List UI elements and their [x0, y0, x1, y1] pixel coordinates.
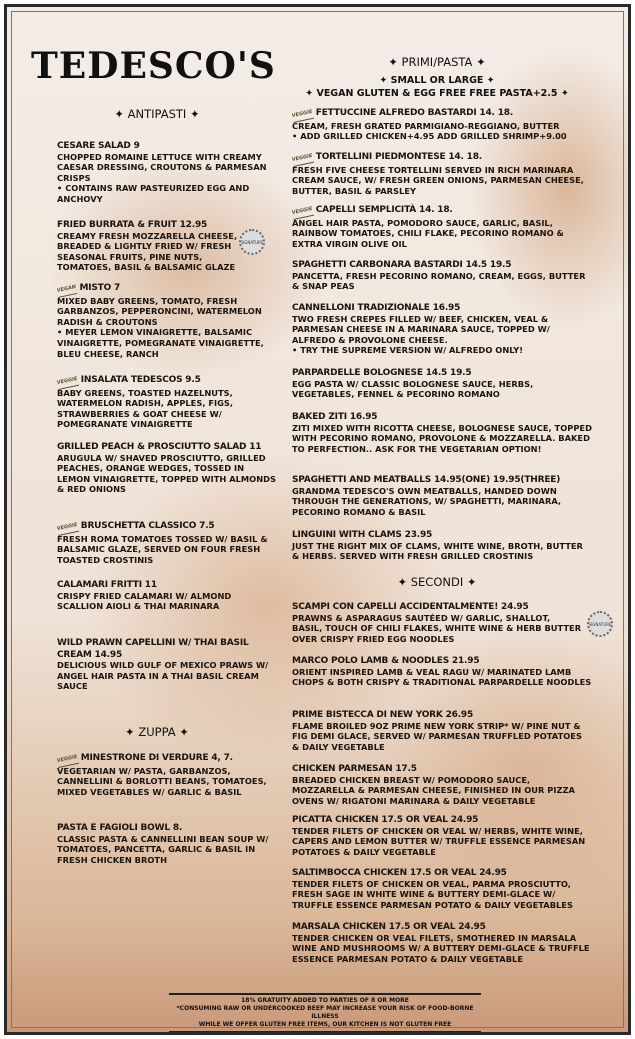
menu-item — [292, 151, 592, 196]
menu-item — [292, 302, 592, 356]
menu-item — [57, 140, 277, 205]
menu-item — [57, 637, 277, 692]
item-description: JUST THE RIGHT MIX OF CLAMS, WHITE WINE, BROTH, BUTTER & HERBS. SERVED WITH FRESH GRILLED CROSTINIS — [292, 540, 583, 562]
secondi-heading: ✦ SECONDI ✦ — [397, 575, 477, 589]
footer-line: *CONSUMING RAW OR UNDERCOOKED BEEF MAY INCREASE YOUR RISK OF FOOD-BORNE ILLNESS — [176, 1005, 474, 1020]
item-name: TORTELLINI PIEDMONTESE 14. 18. — [315, 152, 482, 162]
menu-item — [292, 259, 592, 292]
menu-item — [292, 204, 592, 249]
item-name: MARCO POLO LAMB & NOODLES 21.95 — [292, 656, 480, 666]
item-name: BRUSCHETTA CLASSICO 7.5 — [80, 521, 215, 531]
menu-item — [57, 282, 277, 359]
menu-item — [292, 107, 592, 142]
item-name: BAKED ZITI 16.95 — [292, 412, 378, 422]
veggie-tag-icon: VEGGIE — [291, 107, 314, 123]
item-name: SPAGHETTI CARBONARA BASTARDI 14.5 19.5 — [292, 260, 512, 270]
menu-item — [292, 867, 592, 910]
item-description: CRISPY FRIED CALAMARI W/ ALMOND SCALLION AIOLI & THAI MARINARA — [57, 590, 232, 612]
menu-item — [292, 529, 592, 562]
item-name: SCAMPI CON CAPELLI ACCIDENTALMENTE! 24.95 — [292, 602, 529, 612]
item-name: PICATTA CHICKEN 17.5 OR VEAL 24.95 — [292, 815, 479, 825]
item-name: MARSALA CHICKEN 17.5 OR VEAL 24.95 — [292, 922, 486, 932]
item-note: • ADD GRILLED CHICKEN+4.95 ADD GRILLED SHRIMP+9.00 — [292, 131, 567, 142]
menu-item — [57, 752, 277, 797]
menu-footer — [169, 993, 481, 1033]
menu-item — [292, 763, 592, 806]
item-description: TENDER FILETS OF CHICKEN OR VEAL W/ HERBS, WHITE WINE, CAPERS AND LEMON BUTTER W/ TRUFFLE ESSENCE PARMESAN POTATOES & DAILY VEGETABLE — [292, 825, 586, 857]
veggie-tag-icon: VEGGIE — [56, 520, 79, 536]
menu-item — [292, 367, 592, 400]
item-description: EGG PASTA W/ CLASSIC BOLOGNESE SAUCE, HERBS, VEGETABLES, FENNEL & PECORINO ROMANO — [292, 378, 534, 400]
item-description: FRESH FIVE CHEESE TORTELLINI SERVED IN RICH MARINARA CREAM SAUCE, W/ FRESH GREEN ONIONS, PARMESAN CHEESE, BUTTER, BASIL & PARSLEY — [292, 164, 584, 196]
item-description: CLASSIC PASTA & CANNELLINI BEAN SOUP W/ TOMATOES, PANCETTA, GARLIC & BASIL IN FRESH CHICKEN BROTH — [57, 833, 269, 865]
item-description: TENDER FILETS OF CHICKEN OR VEAL, PARMA PROSCIUTTO, FRESH SAGE IN WHITE WINE & BUTTERY DEMI-GLACE W/ TRUFFLE ESSENCE PARMESAN POTATO & DAILY VEGETABLES — [292, 878, 573, 910]
item-name: CALAMARI FRITTI 11 — [57, 580, 157, 590]
antipasti-heading: ✦ ANTIPASTI ✦ — [114, 107, 200, 121]
zuppa-heading: ✦ ZUPPA ✦ — [125, 725, 189, 739]
item-note: • MEYER LEMON VINAIGRETTE, BALSAMIC VINAIGRETTE, POMEGRANATE VINAIGRETTE, BLEU CHEESE, RANCH — [57, 327, 264, 359]
item-description: PRAWNS & ASPARAGUS SAUTÉED W/ GARLIC, SHALLOT, BASIL, TOUCH OF CHILI FLAKES, WHITE WINE & HERB BUTTER OVER CRISPY FRIED EGG NOODLES — [292, 612, 582, 644]
item-name: FETTUCCINE ALFREDO BASTARDI 14. 18. — [315, 108, 514, 118]
footer-line: 18% GRATUITY ADDED TO PARTIES OF 8 OR MORE — [241, 997, 409, 1004]
menu-item — [292, 709, 592, 752]
item-name: CAPELLI SEMPLICITÀ 14. 18. — [315, 205, 453, 215]
item-name: MINESTRONE DI VERDURE 4, 7. — [80, 753, 233, 763]
item-description: ANGEL HAIR PASTA, POMODORO SAUCE, GARLIC, BASIL, RAINBOW TOMATOES, CHILI FLAKE, PECORINO ROMANO & EXTRA VIRGIN OLIVE OIL — [292, 217, 564, 249]
item-name: LINGUINI WITH CLAMS 23.95 — [292, 530, 433, 540]
item-name: SALTIMBOCCA CHICKEN 17.5 OR VEAL 24.95 — [292, 868, 507, 878]
menu-item — [57, 822, 277, 865]
primi-heading: ✦ PRIMI/PASTA ✦ — [388, 55, 486, 69]
signature-badge-icon: SIGNATURE — [587, 611, 613, 637]
item-description: ARUGULA W/ SHAVED PROSCIUTTO, GRILLED PEACHES, ORANGE WEDGES, TOSSED IN LEMON VINAIGRETTE, TOPPED WITH ALMONDS & RED ONIONS — [57, 452, 277, 495]
item-description: FLAME BROILED 9OZ PRIME NEW YORK STRIP* W/ PINE NUT & FIG DEMI GLACE, SERVED W/ PARMESAN TRUFFLED POTATOES & DAILY VEGETABLE — [292, 720, 582, 752]
menu-item — [57, 520, 277, 565]
item-note: • CONTAINS RAW PASTEURIZED EGG AND ANCHOVY — [57, 183, 250, 204]
item-description: TENDER CHICKEN OR VEAL FILETS, SMOTHERED IN MARSALA WINE AND MUSHROOMS W/ A BUTTERY DEMI-GLACE & TRUFFLE ESSENCE PARMESAN POTATO & DAILY VEGETABLE — [292, 932, 590, 964]
item-note: • TRY THE SUPREME VERSION W/ ALFREDO ONLY! — [292, 345, 524, 356]
menu-item — [292, 814, 592, 857]
item-description: CREAM, FRESH GRATED PARMIGIANO-REGGIANO, BUTTER — [292, 120, 560, 131]
signature-badge-icon: SIGNATURE — [239, 229, 265, 255]
item-name: SPAGHETTI AND MEATBALLS 14.95(ONE) 19.95(THREE) — [292, 475, 561, 485]
menu-page — [4, 4, 631, 1035]
veggie-tag-icon: VEGGIE — [291, 151, 314, 167]
item-name: PARPARDELLE BOLOGNESE 14.5 19.5 — [292, 368, 472, 378]
menu-item — [292, 601, 582, 644]
item-description: DELICIOUS WILD GULF OF MEXICO PRAWS W/ ANGEL HAIR PASTA IN A THAI BASIL CREAM SAUCE — [57, 660, 269, 692]
item-name: FRIED BURRATA & FRUIT 12.95 — [57, 220, 208, 230]
item-name: GRILLED PEACH & PROSCIUTTO SALAD 11 — [57, 442, 262, 452]
item-description: TWO FRESH CREPES FILLED W/ BEEF, CHICKEN, VEAL & PARMESAN CHEESE IN A MARINARA SAUCE, TOPPED W/ ALFREDO & PROVOLONE CHEESE. — [292, 313, 550, 345]
item-description: MIXED BABY GREENS, TOMATO, FRESH GARBANZOS, PEPPERONCINI, WATERMELON RADISH & CROUTONS — [57, 295, 262, 327]
menu-item — [57, 374, 277, 430]
item-description: PANCETTA, FRESH PECORINO ROMANO, CREAM, EGGS, BUTTER & SNAP PEAS — [292, 270, 586, 292]
item-description: FRESH ROMA TOMATOES TOSSED W/ BASIL & BALSAMIC GLAZE, SERVED ON FOUR FRESH TOASTED CROSTINIS — [57, 533, 268, 565]
veggie-tag-icon: VEGGIE — [291, 204, 314, 220]
item-description: ZITI MIXED WITH RICOTTA CHEESE, BOLOGNESE SAUCE, TOPPED WITH PECORINO ROMANO, PROVOLONE & MOZZARELLA. BAKED TO PERFECTION.. ASK FOR THE VEGETARIAN OPTION! — [292, 422, 592, 454]
menu-item — [292, 474, 592, 517]
item-name: MISTO 7 — [79, 283, 121, 293]
item-name: PRIME BISTECCA DI NEW YORK 26.95 — [292, 710, 474, 720]
item-description: ORIENT INSPIRED LAMB & VEAL RAGU W/ MARINATED LAMB CHOPS & BOTH CRISPY & TRADITIONAL PARPARDELLE NOODLES — [292, 666, 592, 688]
gluten-free-note: ✦ VEGAN GLUTEN & EGG FREE FREE PASTA+2.5 ✦ — [305, 88, 569, 99]
item-description: VEGETARIAN W/ PASTA, GARBANZOS, CANNELLINI & BORLOTTI BEANS, TOMATOES, MIXED VEGETABLES W/ GARLIC & BASIL — [57, 765, 267, 797]
item-description: BABY GREENS, TOASTED HAZELNUTS, WATERMELON RADISH, APPLES, FIGS, STRAWBERRIES & GOAT CHEESE W/ POMEGRANATE VINAIGRETTE — [57, 387, 234, 430]
veggie-tag-icon: VEGGIE — [56, 752, 79, 768]
item-name: CANNELLONI TRADIZIONALE 16.95 — [292, 303, 461, 313]
footer-line: WHILE WE OFFER GLUTEN FREE ITEMS, OUR KITCHEN IS NOT GLUTEN FREE — [198, 1021, 452, 1028]
menu-item — [292, 921, 592, 964]
item-description: BREADED CHICKEN BREAST W/ POMODORO SAUCE, MOZZARELLA & PARMESAN CHEESE, FINISHED IN OUR PIZZA OVENS W/ RIGATONI MARINARA & DAILY VEGETABLE — [292, 774, 575, 806]
veggie-tag-icon: VEGGIE — [56, 374, 79, 390]
menu-item — [57, 219, 249, 273]
item-name: CESARE SALAD 9 — [57, 141, 140, 151]
menu-item — [57, 579, 277, 612]
item-description: CREAMY FRESH MOZZARELLA CHEESE, BREADED & LIGHTLY FRIED W/ FRESH SEASONAL FRUITS, PINE NUTS, TOMATOES, BASIL & BALSAMIC GLAZE — [57, 230, 238, 273]
item-name: PASTA E FAGIOLI BOWL 8. — [57, 823, 183, 833]
item-name: CHICKEN PARMESAN 17.5 — [292, 764, 417, 774]
menu-item — [57, 441, 277, 495]
item-description: CHOPPED ROMAINE LETTUCE WITH CREAMY CAESAR DRESSING, CROUTONS & PARMESAN CRISPS — [57, 151, 267, 183]
veggie-tag-icon: VEGAN — [56, 282, 77, 297]
item-name: WILD PRAWN CAPELLINI W/ THAI BASIL CREAM 14.95 — [57, 638, 249, 660]
primi-size-note: ✦ SMALL OR LARGE ✦ — [379, 75, 495, 86]
restaurant-logo: TEDESCO'S — [31, 45, 276, 87]
menu-item — [292, 655, 592, 688]
menu-item — [292, 411, 592, 454]
item-description: GRANDMA TEDESCO'S OWN MEATBALLS, HANDED DOWN THROUGH THE GENERATIONS, W/ SPAGHETTI, MARINARA, PECORINO ROMANO & BASIL — [292, 485, 562, 517]
item-name: INSALATA TEDESCOS 9.5 — [80, 375, 201, 385]
